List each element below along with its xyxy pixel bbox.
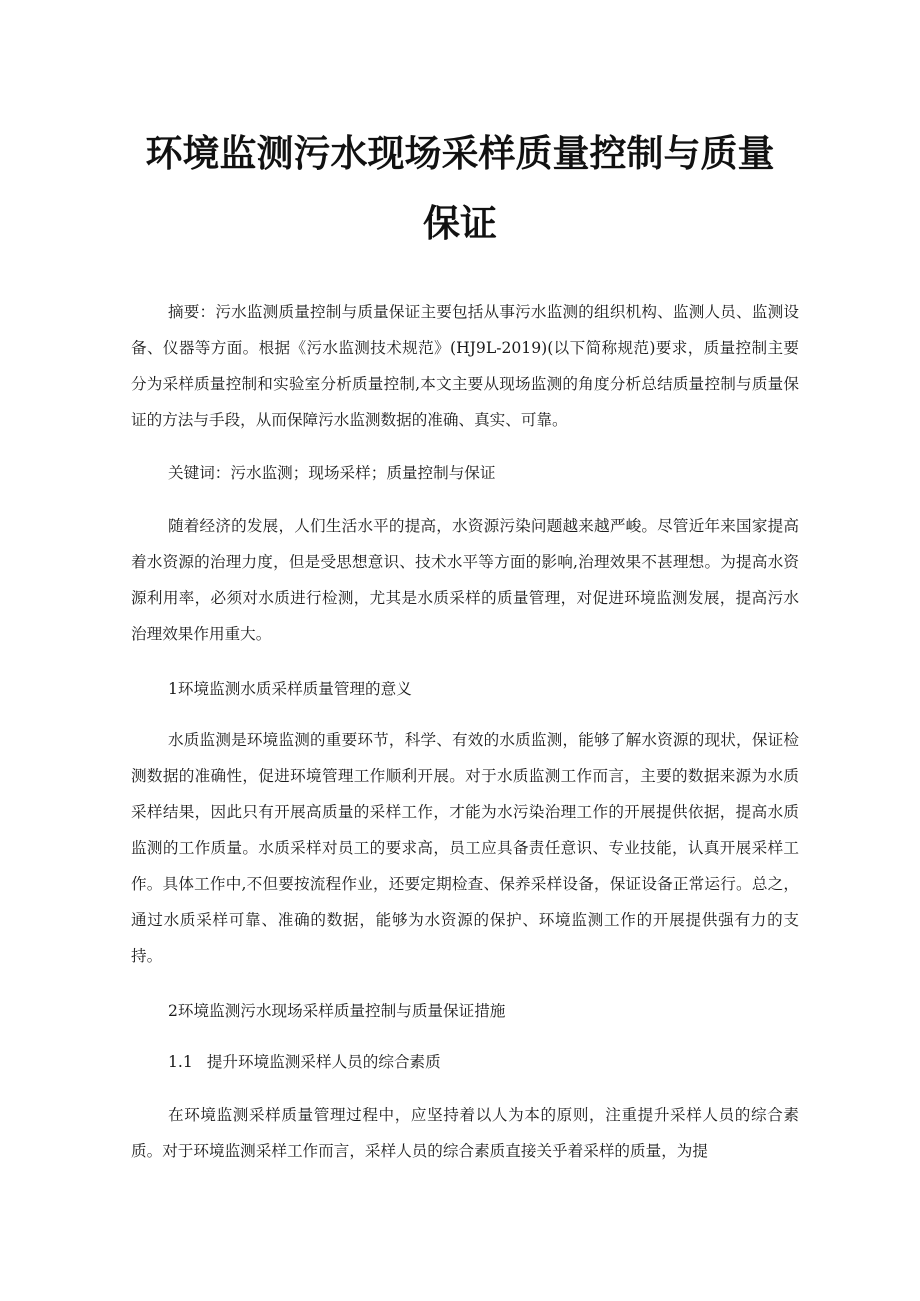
document-title-line-1: 环境监测污水现场采样质量控制与质量 [145, 132, 775, 175]
keywords-label: 关键词： [168, 464, 231, 482]
section-1-body: 水质监测是环境监测的重要环节，科学、有效的水质监测，能够了解水资源的现状，保证检测数据的准确性，促进环境管理工作顺利开展。对于水质监测工作而言，主要的数据来源为水质采样结果，因此只有开展高质量的采样工作，才能为水污染治理工作的开展提供依据，提高水质监测的工作质量。水质采样对员工的要求高，员工应具备责任意识、专业技能，认真开展采样工作。具体工作中,不但要按流程作业，还要定期检查、保养采样设备，保证设备正常运行。总之，通过水质采样可靠、准确的数据，能够为水资源的保护、环境监测工作的开展提供强有力的支持。 [131, 731, 799, 965]
keywords-line [168, 455, 496, 491]
abstract-paragraph [131, 294, 799, 438]
intro-paragraph: 随着经济的发展，人们生活水平的提高，水资源污染问题越来越严峻。尽管近年来国家提高着水资源的治理力度，但是受思想意识、技术水平等方面的影响,治理效果不甚理想。为提高水资源利用率，必须对水质进行检测，尤其是水质采样的质量管理，对促进环境监测发展，提高污水治理效果作用重大。 [131, 517, 799, 643]
section-2-heading: 2环境监测污水现场采样质量控制与质量保证措施 [168, 1002, 506, 1020]
abstract-label: 摘要： [168, 303, 216, 321]
section-2-1-title: 提升环境监测采样人员的综合素质 [206, 1053, 441, 1071]
document-title-line-2: 保证 [423, 202, 497, 245]
section-1-heading: 1环境监测水质采样质量管理的意义 [168, 680, 412, 698]
section-2-1-heading [168, 1044, 441, 1080]
section-2-1-body: 在环境监测采样质量管理过程中，应坚持着以人为本的原则，注重提升采样人员的综合素质。对于环境监测采样工作而言，采样人员的综合素质直接关乎着采样的质量，为提 [131, 1106, 799, 1160]
section-2-1-number: 1.1 [168, 1053, 193, 1071]
abstract-text: 污水监测质量控制与质量保证主要包括从事污水监测的组织机构、监测人员、监测设备、仪器等方面。根据《污水监测技术规范》(HJ9L-2019)(以下简称规范)要求，质量控制主要分为采样质量控制和实验室分析质量控制,本文主要从现场监测的角度分析总结质量控制与质量保证的方法与手段，从而保障污水监测数据的准确、真实、可靠。 [131, 303, 799, 429]
keywords-text: 污水监测；现场采样；质量控制与保证 [230, 464, 496, 482]
